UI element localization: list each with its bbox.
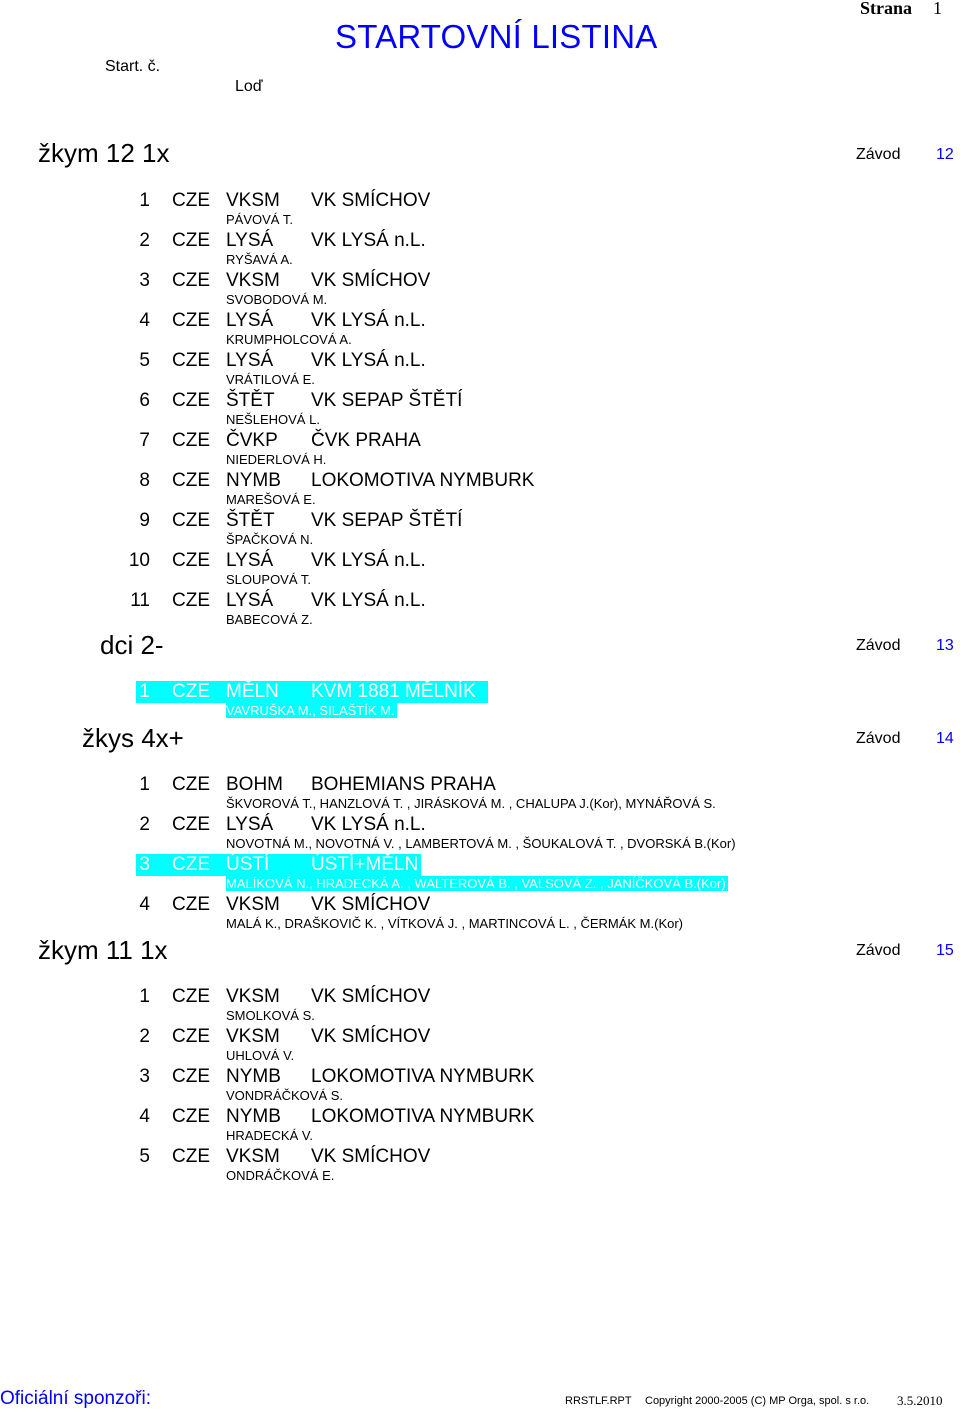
club-code: LYSÁ	[226, 814, 274, 835]
table-row	[0, 814, 960, 838]
club-code: VKSM	[226, 986, 280, 1007]
race-title: žkys 4x+	[82, 723, 184, 753]
club-name: ÚSTÍ+MĚLN	[311, 854, 419, 875]
footer-sponsors: Oficiální sponzoři:	[0, 1388, 152, 1409]
crew-names: RYŠAVÁ A.	[226, 252, 293, 267]
country-code: CZE	[172, 1106, 210, 1127]
crew-names: UHLOVÁ V.	[226, 1048, 295, 1063]
race-number: 13	[936, 637, 954, 654]
club-name: VK SMÍCHOV	[311, 1146, 431, 1167]
club-code: NYMB	[226, 470, 281, 491]
club-code: LYSÁ	[226, 230, 274, 251]
footer-report-file: RRSTLF.RPT	[565, 1395, 632, 1407]
country-code: CZE	[172, 1146, 210, 1167]
crew-names: NOVOTNÁ M., NOVOTNÁ V. , LAMBERTOVÁ M. , ŠOUKALOVÁ T. , DVORSKÁ B.(Kor)	[226, 836, 736, 851]
country-code: CZE	[172, 774, 210, 795]
start-number: 11	[130, 590, 150, 611]
club-code: ÚSTÍ	[226, 854, 270, 875]
crew-names: HRADECKÁ V.	[226, 1128, 313, 1143]
start-number: 8	[139, 470, 150, 491]
club-name: BOHEMIANS PRAHA	[311, 774, 496, 795]
club-name: VK SEPAP ŠTĚTÍ	[311, 510, 463, 531]
club-code: MĚLN	[226, 681, 279, 702]
country-code: CZE	[172, 1026, 210, 1047]
start-number: 1	[139, 986, 150, 1007]
club-name: LOKOMOTIVA NYMBURK	[311, 1066, 535, 1087]
club-code: VKSM	[226, 894, 280, 915]
club-name: VK SMÍCHOV	[311, 1026, 431, 1047]
country-code: CZE	[172, 190, 210, 211]
country-code: CZE	[172, 986, 210, 1007]
footer-date: 3.5.2010	[897, 1393, 943, 1408]
club-name: VK SMÍCHOV	[311, 894, 431, 915]
table-row	[0, 510, 960, 534]
table-row	[0, 270, 960, 294]
table-row	[0, 350, 960, 374]
crew-names: SMOLKOVÁ S.	[226, 1008, 315, 1023]
start-number: 4	[139, 310, 150, 331]
club-code: ČVKP	[226, 430, 278, 451]
start-number: 2	[139, 1026, 150, 1047]
country-code: CZE	[172, 1066, 210, 1087]
race-title: dci 2-	[100, 630, 164, 660]
crew-names: SVOBODOVÁ M.	[226, 292, 328, 307]
country-code: CZE	[172, 430, 210, 451]
crew-names: MAREŠOVÁ E.	[226, 492, 316, 507]
table-row	[0, 230, 960, 254]
club-code: LYSÁ	[226, 350, 274, 371]
page-label: Strana	[860, 0, 913, 18]
column-header-boat: Loď	[235, 78, 263, 95]
crew-names: NIEDERLOVÁ H.	[226, 452, 327, 467]
club-code: VKSM	[226, 270, 280, 291]
club-code: LYSÁ	[226, 590, 274, 611]
country-code: CZE	[172, 510, 210, 531]
club-code: NYMB	[226, 1066, 281, 1087]
page-title: STARTOVNÍ LISTINA	[335, 18, 658, 55]
start-number: 1	[139, 681, 150, 702]
table-row	[0, 1146, 960, 1170]
club-name: VK LYSÁ n.L.	[311, 310, 426, 331]
club-code: LYSÁ	[226, 310, 274, 331]
table-row	[0, 854, 960, 878]
club-code: LYSÁ	[226, 550, 274, 571]
crew-names: ŠPAČKOVÁ N.	[226, 532, 314, 547]
race-number: 15	[936, 942, 954, 959]
country-code: CZE	[172, 350, 210, 371]
column-header-start-number: Start. č.	[105, 58, 161, 75]
start-number: 10	[128, 550, 150, 571]
club-name: VK LYSÁ n.L.	[311, 230, 426, 251]
country-code: CZE	[172, 854, 210, 875]
table-row	[0, 894, 960, 918]
start-number: 2	[139, 230, 150, 251]
club-name: LOKOMOTIVA NYMBURK	[311, 470, 535, 491]
country-code: CZE	[172, 894, 210, 915]
race-label: Závod	[856, 730, 901, 747]
start-number: 1	[139, 774, 150, 795]
club-code: VKSM	[226, 1146, 280, 1167]
country-code: CZE	[172, 550, 210, 571]
club-name: LOKOMOTIVA NYMBURK	[311, 1106, 535, 1127]
start-number: 7	[139, 430, 150, 451]
table-row	[0, 390, 960, 414]
page-number: 1	[933, 0, 942, 18]
country-code: CZE	[172, 470, 210, 491]
race-title: žkym 11 1x	[38, 935, 168, 965]
race-label: Závod	[856, 146, 901, 163]
crew-names: PÁVOVÁ T.	[226, 212, 293, 227]
table-row	[0, 470, 960, 494]
country-code: CZE	[172, 814, 210, 835]
crew-names: VONDRÁČKOVÁ S.	[226, 1088, 344, 1103]
table-row	[0, 986, 960, 1010]
start-number: 5	[139, 1146, 150, 1167]
start-number: 3	[139, 854, 150, 875]
race-number: 14	[936, 730, 954, 747]
start-number: 6	[139, 390, 150, 411]
footer-copyright: Copyright 2000-2005 (C) MP Orga, spol. s r.o.	[645, 1395, 870, 1407]
country-code: CZE	[172, 390, 210, 411]
club-name: VK LYSÁ n.L.	[311, 814, 426, 835]
table-row	[0, 1106, 960, 1130]
race-title: žkym 12 1x	[38, 138, 170, 168]
table-row	[0, 774, 960, 798]
country-code: CZE	[172, 590, 210, 611]
club-code: VKSM	[226, 1026, 280, 1047]
crew-names: MALÍKOVÁ N., HRADECKÁ A. , WALTEROVÁ B. , VALSOVÁ Z. , JANÍČKOVÁ B.(Kor)	[226, 876, 726, 891]
club-code: VKSM	[226, 190, 280, 211]
race-number: 12	[936, 146, 954, 163]
race-label: Závod	[856, 942, 901, 959]
club-code: NYMB	[226, 1106, 281, 1127]
start-number: 1	[139, 190, 150, 211]
crew-names: NEŠLEHOVÁ L.	[226, 412, 320, 427]
country-code: CZE	[172, 310, 210, 331]
club-name: VK SMÍCHOV	[311, 190, 431, 211]
table-row	[0, 550, 960, 574]
table-row	[0, 430, 960, 454]
club-name: VK SMÍCHOV	[311, 986, 431, 1007]
club-name: ČVK PRAHA	[311, 430, 421, 451]
country-code: CZE	[172, 230, 210, 251]
table-row	[0, 1026, 960, 1050]
table-row	[0, 590, 960, 614]
table-row	[0, 1066, 960, 1090]
country-code: CZE	[172, 681, 210, 702]
club-code: ŠTĚT	[226, 390, 275, 411]
crew-names: BABECOVÁ Z.	[226, 612, 313, 627]
start-number: 9	[139, 510, 150, 531]
table-row	[0, 681, 960, 705]
start-number: 3	[139, 270, 150, 291]
table-row	[0, 190, 960, 214]
start-number: 2	[139, 814, 150, 835]
crew-names: ONDRÁČKOVÁ E.	[226, 1168, 335, 1183]
start-number: 5	[139, 350, 150, 371]
club-name: VK LYSÁ n.L.	[311, 590, 426, 611]
crew-names: SLOUPOVÁ T.	[226, 572, 312, 587]
crew-names: VRÁTILOVÁ E.	[226, 372, 315, 387]
table-row	[0, 310, 960, 334]
start-number: 4	[139, 1106, 150, 1127]
club-name: KVM 1881 MĚLNÍK	[311, 681, 476, 702]
club-name: VK LYSÁ n.L.	[311, 350, 426, 371]
club-code: ŠTĚT	[226, 510, 275, 531]
club-code: BOHM	[226, 774, 283, 795]
race-label: Závod	[856, 637, 901, 654]
club-name: VK SMÍCHOV	[311, 270, 431, 291]
crew-names: KRUMPHOLCOVÁ A.	[226, 332, 352, 347]
start-number: 3	[139, 1066, 150, 1087]
crew-names: ŠKVOROVÁ T., HANZLOVÁ T. , JIRÁSKOVÁ M. , CHALUPA J.(Kor), MYNÁŘOVÁ S.	[226, 796, 716, 811]
start-number: 4	[139, 894, 150, 915]
crew-names: MALÁ K., DRAŠKOVIČ K. , VÍTKOVÁ J. , MARTINCOVÁ L. , ČERMÁK M.(Kor)	[226, 916, 684, 931]
club-name: VK LYSÁ n.L.	[311, 550, 426, 571]
club-name: VK SEPAP ŠTĚTÍ	[311, 390, 463, 411]
country-code: CZE	[172, 270, 210, 291]
crew-names: VAVRUŠKA M., SILAŠTÍK M.	[226, 703, 395, 718]
